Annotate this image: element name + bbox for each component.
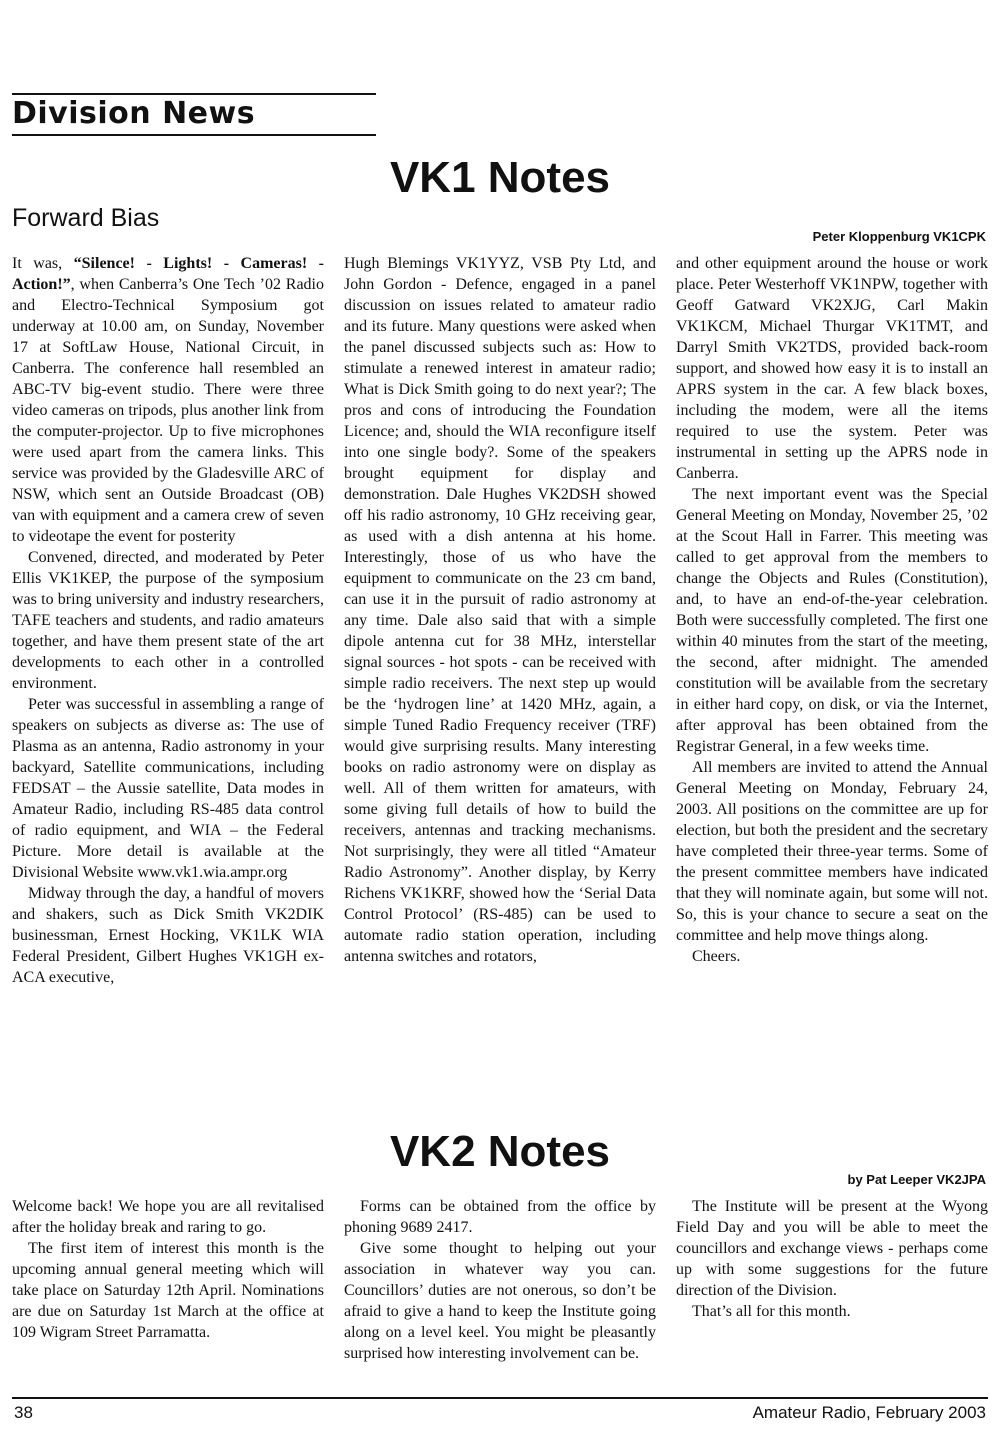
paragraph: The next important event was the Special General Meeting on Monday, November 25, ’02 at the Scout Hall in Farrer. This meeting was called to get approval from the members to change the Objects and Rules (Constitution), and, to have an end-of-the-year celebration. Both were successfully completed. The first one within 40 minutes from the start of the meeting, the second, after midnight. The amended constitution will be available from the secretary in either hard copy, on disk, or via the Internet, after approval has been obtained from the Registrar General, in a few weeks time. <box>676 486 988 755</box>
division-title: Division News <box>12 96 256 131</box>
vk2-title: VK2 Notes <box>389 1127 611 1176</box>
vk1-byline: Peter Kloppenburg VK1CPK <box>812 229 986 244</box>
paragraph: Welcome back! We hope you are all revitalised after the holiday break and raring to go. <box>12 1198 324 1236</box>
division-rule-top <box>12 93 376 95</box>
vk2-column-1 <box>12 1196 324 1343</box>
paragraph: That’s all for this month. <box>692 1303 851 1320</box>
paragraph: The first item of interest this month is the upcoming annual general meeting which will take place on Saturday 12th April. Nominations are due on Saturday 1st March at the office at 109 Wigram Street Parramatta. <box>12 1240 324 1341</box>
division-rule-bottom <box>12 134 376 136</box>
paragraph: and other equipment around the house or work place. Peter Westerhoff VK1NPW, together with Geoff Gatward VK2XJG, Carl Makin VK1KCM, Michael Thurgar VK1TMT, and Darryl Smith VK2TDS, provided back-room support, and showed how easy it is to install an APRS system in the car. A few black boxes, including the modem, were all the items required to use the system. Peter was instrumental in setting up the APRS node in Canberra. <box>676 255 988 482</box>
paragraph: Midway through the day, a handful of movers and shakers, such as Dick Smith VK2DIK businessman, Ernest Hocking, VK1LK WIA Federal President, Gilbert Hughes VK1GH ex-ACA executive, <box>12 885 324 986</box>
paragraph: Convened, directed, and moderated by Peter Ellis VK1KEP, the purpose of the symposium was to bring university and industry researchers, TAFE teachers and students, and radio amateurs together, and have them present state of the art developments to each other in a controlled environment. <box>12 549 324 692</box>
vk1-subtitle: Forward Bias <box>12 204 160 232</box>
vk1-title: VK1 Notes <box>389 153 611 202</box>
vk1-column-1 <box>12 253 324 988</box>
paragraph: Cheers. <box>692 948 741 965</box>
page-number: 38 <box>14 1403 33 1422</box>
bold-lead: “Silence! - Lights! - Cameras! - Action!” <box>12 255 324 293</box>
paragraph: Forms can be obtained from the office by phoning 9689 2417. <box>344 1198 656 1236</box>
paragraph: Give some thought to helping out your association in whatever way you can. Councillors’ duties are not onerous, so don’t be afraid to give a hand to keep the Institute going along on a level keel. You might be pleasantly surprised how interesting involvement can be. <box>344 1240 656 1362</box>
footer-rule <box>12 1397 988 1399</box>
paragraph: All members are invited to attend the Annual General Meeting on Monday, February 24, 2003. All positions on the committee are up for election, but both the president and the secretary have completed their three-year terms. Some of the present committee members have indicated that they will nominate again, but some will not. So, this is your chance to secure a seat on the committee and help move things along. <box>676 759 988 944</box>
paragraph: It was, “Silence! - Lights! - Cameras! - Action!”, when Canberra’s One Tech ’02 Radio and Electro-Technical Symposium got underway at 10.00 am, on Sunday, November 17 at SoftLaw House, National Circuit, in Canberra. The conference hall resembled an ABC-TV big-event studio. There were three video cameras on tripods, plus another link from the computer-projector. Up to five microphones were used apart from the camera links. This service was provided by the Gladesville ARC of NSW, which sent an Outside Broadcast (OB) van with equipment and a camera crew of seven to videotape the event for posterity <box>12 255 324 545</box>
publication-info: Amateur Radio, February 2003 <box>752 1403 986 1422</box>
vk2-column-3 <box>676 1196 988 1322</box>
vk1-column-3 <box>676 253 988 967</box>
vk1-column-2 <box>344 253 656 967</box>
paragraph: Hugh Blemings VK1YYZ, VSB Pty Ltd, and John Gordon - Defence, engaged in a panel discussion on issues related to amateur radio and its future. Many questions were asked when the panel discussed subjects such as: How to stimulate a renewed interest in amateur radio; What is Dick Smith going to do next year?; The pros and cons of introducing the Foundation Licence; and, should the WIA reconfigure itself into one single body?. Some of the speakers brought equipment for display and demonstration. Dale Hughes VK2DSH showed off his radio astronomy, 10 GHz receiving gear, as used with a dish antenna at his home. Interestingly, those of us who have the equipment to communicate on the 23 cm band, can use it in the pursuit of radio astronomy at any time. Dale also said that with a simple dipole antenna cut for 38 MHz, interstellar signal sources - hot spots - can be received with simple radio receivers. The next step up would be the ‘hydrogen line’ at 1420 MHz, again, a simple Tuned Radio Frequency receiver (TRF) would give surprising results. Many interesting books on radio astronomy were on display as well. All of them written for amateurs, with some giving full details of how to build the receivers, antennas and tracking mechanisms. Not surprisingly, they were all titled “Amateur Radio Astronomy”. Another display, by Kerry Richens VK1KRF, showed how the ‘Serial Data Control Protocol’ (RS-485) can be used to automate radio station operation, including antenna switches and rotators, <box>344 255 656 965</box>
vk2-column-2 <box>344 1196 656 1364</box>
paragraph: Peter was successful in assembling a range of speakers on subjects as diverse as: The use of Plasma as an antenna, Radio astronomy in your backyard, Satellite communications, including FEDSAT – the Aussie satellite, Data modes in Amateur Radio, including RS-485 data control of radio equipment, and WIA – the Federal Picture. More detail is available at the Divisional Website www.vk1.wia.ampr.org <box>12 696 324 881</box>
vk2-byline: by Pat Leeper VK2JPA <box>847 1172 986 1187</box>
paragraph: The Institute will be present at the Wyong Field Day and you will be able to meet the councillors and exchange views - perhaps come up with some suggestions for the future direction of the Division. <box>676 1198 988 1299</box>
